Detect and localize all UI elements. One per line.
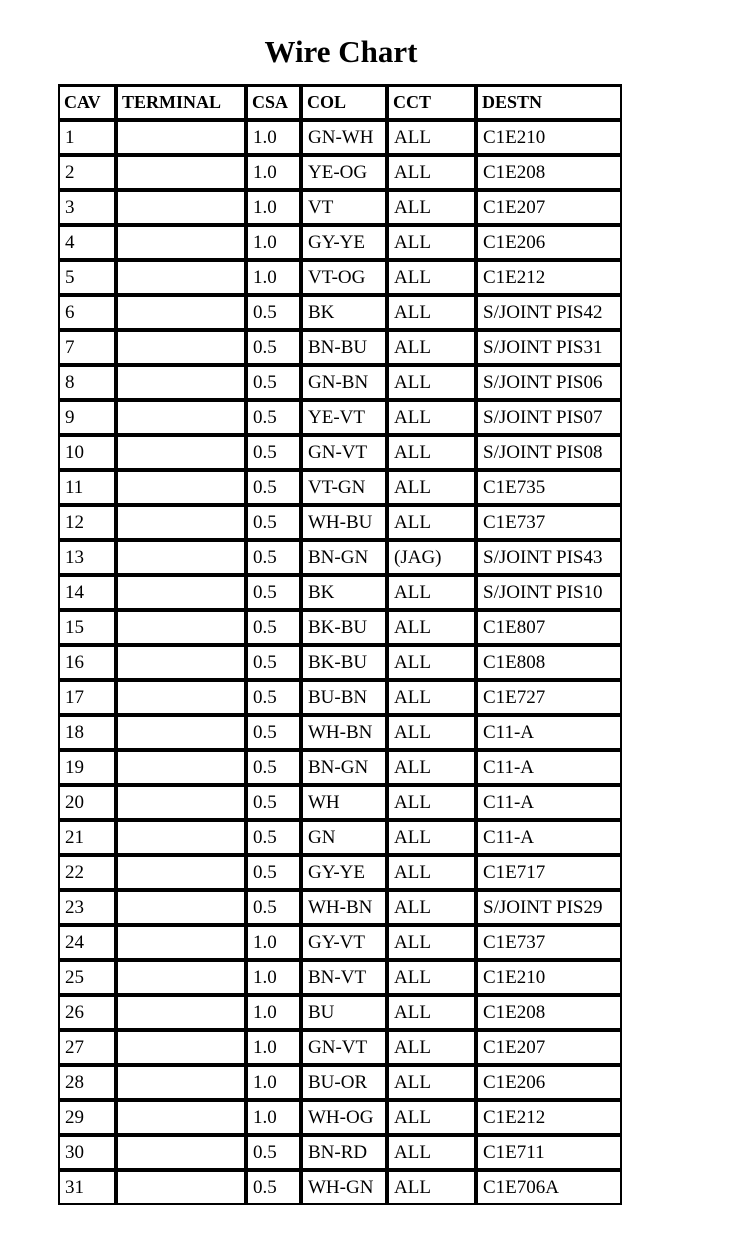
cell-terminal xyxy=(116,715,246,750)
table-row xyxy=(58,575,622,610)
cell-terminal xyxy=(116,505,246,540)
cell-terminal xyxy=(116,260,246,295)
cell-destn: C1E717 xyxy=(476,855,622,890)
cell-cav: 4 xyxy=(58,225,116,260)
cell-cct: ALL xyxy=(387,1170,476,1205)
cell-cct: ALL xyxy=(387,610,476,645)
cell-terminal xyxy=(116,190,246,225)
cell-csa: 1.0 xyxy=(246,120,301,155)
cell-destn: C11-A xyxy=(476,785,622,820)
table-row xyxy=(58,750,622,785)
cell-cct: ALL xyxy=(387,715,476,750)
header-cav: CAV xyxy=(58,84,116,120)
cell-destn: S/JOINT PIS08 xyxy=(476,435,622,470)
cell-destn: C1E207 xyxy=(476,1030,622,1065)
cell-col: WH-GN xyxy=(301,1170,387,1205)
cell-destn: C1E711 xyxy=(476,1135,622,1170)
cell-csa: 0.5 xyxy=(246,295,301,330)
table-row xyxy=(58,785,622,820)
cell-cav: 22 xyxy=(58,855,116,890)
cell-csa: 0.5 xyxy=(246,715,301,750)
cell-terminal xyxy=(116,575,246,610)
cell-csa: 1.0 xyxy=(246,995,301,1030)
table-row xyxy=(58,645,622,680)
cell-cav: 31 xyxy=(58,1170,116,1205)
cell-destn: S/JOINT PIS29 xyxy=(476,890,622,925)
cell-terminal xyxy=(116,365,246,400)
cell-csa: 1.0 xyxy=(246,1030,301,1065)
cell-cct: ALL xyxy=(387,995,476,1030)
cell-col: BU xyxy=(301,995,387,1030)
cell-col: WH-BU xyxy=(301,505,387,540)
cell-cct: (JAG) xyxy=(387,540,476,575)
cell-destn: C1E206 xyxy=(476,225,622,260)
cell-cav: 28 xyxy=(58,1065,116,1100)
cell-cav: 9 xyxy=(58,400,116,435)
cell-col: GN xyxy=(301,820,387,855)
cell-terminal xyxy=(116,855,246,890)
cell-cav: 18 xyxy=(58,715,116,750)
cell-cct: ALL xyxy=(387,225,476,260)
cell-cct: ALL xyxy=(387,890,476,925)
cell-cav: 29 xyxy=(58,1100,116,1135)
cell-csa: 1.0 xyxy=(246,190,301,225)
cell-cav: 20 xyxy=(58,785,116,820)
cell-csa: 0.5 xyxy=(246,610,301,645)
table-row xyxy=(58,1030,622,1065)
cell-cav: 23 xyxy=(58,890,116,925)
cell-terminal xyxy=(116,785,246,820)
cell-destn: C1E737 xyxy=(476,925,622,960)
cell-cct: ALL xyxy=(387,365,476,400)
cell-terminal xyxy=(116,540,246,575)
cell-terminal xyxy=(116,435,246,470)
cell-cav: 21 xyxy=(58,820,116,855)
table-row xyxy=(58,610,622,645)
cell-col: BU-BN xyxy=(301,680,387,715)
cell-destn: C1E207 xyxy=(476,190,622,225)
header-row xyxy=(58,84,622,120)
table-row xyxy=(58,680,622,715)
header-col: COL xyxy=(301,84,387,120)
cell-terminal xyxy=(116,295,246,330)
cell-col: GN-VT xyxy=(301,435,387,470)
cell-destn: C1E807 xyxy=(476,610,622,645)
table-row xyxy=(58,365,622,400)
cell-destn: C1E206 xyxy=(476,1065,622,1100)
cell-cct: ALL xyxy=(387,855,476,890)
cell-col: WH-BN xyxy=(301,715,387,750)
cell-terminal xyxy=(116,330,246,365)
cell-cav: 15 xyxy=(58,610,116,645)
table-row xyxy=(58,1170,622,1205)
cell-terminal xyxy=(116,750,246,785)
table-row xyxy=(58,925,622,960)
cell-col: GN-WH xyxy=(301,120,387,155)
cell-cav: 8 xyxy=(58,365,116,400)
table-row xyxy=(58,540,622,575)
cell-csa: 1.0 xyxy=(246,1065,301,1100)
cell-destn: S/JOINT PIS43 xyxy=(476,540,622,575)
cell-cav: 19 xyxy=(58,750,116,785)
header-csa: CSA xyxy=(246,84,301,120)
cell-destn: S/JOINT PIS06 xyxy=(476,365,622,400)
cell-col: GN-VT xyxy=(301,1030,387,1065)
cell-col: YE-VT xyxy=(301,400,387,435)
cell-cav: 14 xyxy=(58,575,116,610)
cell-col: GY-YE xyxy=(301,855,387,890)
cell-destn: C1E210 xyxy=(476,960,622,995)
table-row xyxy=(58,855,622,890)
cell-terminal xyxy=(116,610,246,645)
cell-col: WH xyxy=(301,785,387,820)
header-cct: CCT xyxy=(387,84,476,120)
cell-cct: ALL xyxy=(387,575,476,610)
cell-csa: 0.5 xyxy=(246,470,301,505)
cell-terminal xyxy=(116,155,246,190)
header-terminal: TERMINAL xyxy=(116,84,246,120)
cell-cav: 17 xyxy=(58,680,116,715)
cell-destn: C1E210 xyxy=(476,120,622,155)
cell-destn: C11-A xyxy=(476,820,622,855)
table-row xyxy=(58,260,622,295)
cell-destn: C1E737 xyxy=(476,505,622,540)
cell-csa: 1.0 xyxy=(246,960,301,995)
table-row xyxy=(58,890,622,925)
cell-cav: 2 xyxy=(58,155,116,190)
cell-cav: 5 xyxy=(58,260,116,295)
cell-csa: 0.5 xyxy=(246,855,301,890)
cell-csa: 0.5 xyxy=(246,1135,301,1170)
cell-terminal xyxy=(116,960,246,995)
cell-cav: 3 xyxy=(58,190,116,225)
cell-cav: 12 xyxy=(58,505,116,540)
cell-terminal xyxy=(116,925,246,960)
cell-cct: ALL xyxy=(387,260,476,295)
wire-chart-sheet xyxy=(58,84,622,1236)
cell-col: BN-GN xyxy=(301,750,387,785)
cell-terminal xyxy=(116,1135,246,1170)
cell-destn: C1E706A xyxy=(476,1170,622,1205)
cell-col: WH-BN xyxy=(301,890,387,925)
cell-col: BN-GN xyxy=(301,540,387,575)
cell-destn: C11-A xyxy=(476,715,622,750)
cell-col: GY-VT xyxy=(301,925,387,960)
table-row xyxy=(58,960,622,995)
cell-col: BK xyxy=(301,575,387,610)
cell-terminal xyxy=(116,1030,246,1065)
table-row xyxy=(58,295,622,330)
cell-destn: S/JOINT PIS10 xyxy=(476,575,622,610)
cell-terminal xyxy=(116,890,246,925)
table-row xyxy=(58,120,622,155)
cell-destn: C1E727 xyxy=(476,680,622,715)
cell-cct: ALL xyxy=(387,960,476,995)
table-header xyxy=(58,84,622,120)
cell-cct: ALL xyxy=(387,190,476,225)
cell-cct: ALL xyxy=(387,435,476,470)
cell-csa: 0.5 xyxy=(246,575,301,610)
cell-col: BN-BU xyxy=(301,330,387,365)
cell-csa: 0.5 xyxy=(246,540,301,575)
cell-destn: C1E208 xyxy=(476,995,622,1030)
table-row xyxy=(58,1065,622,1100)
cell-cct: ALL xyxy=(387,750,476,785)
cell-cct: ALL xyxy=(387,1135,476,1170)
cell-cav: 11 xyxy=(58,470,116,505)
cell-csa: 0.5 xyxy=(246,400,301,435)
cell-col: YE-OG xyxy=(301,155,387,190)
cell-cav: 1 xyxy=(58,120,116,155)
cell-destn: C1E735 xyxy=(476,470,622,505)
table-row xyxy=(58,155,622,190)
cell-col: VT-OG xyxy=(301,260,387,295)
cell-col: BU-OR xyxy=(301,1065,387,1100)
table-row xyxy=(58,1100,622,1135)
cell-csa: 0.5 xyxy=(246,330,301,365)
cell-col: VT xyxy=(301,190,387,225)
cell-terminal xyxy=(116,400,246,435)
table-row xyxy=(58,1135,622,1170)
table-body xyxy=(58,120,622,1205)
cell-cct: ALL xyxy=(387,925,476,960)
cell-terminal xyxy=(116,820,246,855)
cell-destn: S/JOINT PIS42 xyxy=(476,295,622,330)
cell-col: BK-BU xyxy=(301,610,387,645)
cell-col: VT-GN xyxy=(301,470,387,505)
cell-cct: ALL xyxy=(387,820,476,855)
table-row xyxy=(58,225,622,260)
cell-cct: ALL xyxy=(387,785,476,820)
cell-csa: 0.5 xyxy=(246,365,301,400)
header-destn: DESTN xyxy=(476,84,622,120)
cell-col: WH-OG xyxy=(301,1100,387,1135)
cell-col: BN-RD xyxy=(301,1135,387,1170)
cell-terminal xyxy=(116,1065,246,1100)
cell-terminal xyxy=(116,1170,246,1205)
table-row xyxy=(58,435,622,470)
cell-csa: 0.5 xyxy=(246,680,301,715)
cell-destn: C1E208 xyxy=(476,155,622,190)
cell-cav: 10 xyxy=(58,435,116,470)
cell-cct: ALL xyxy=(387,120,476,155)
cell-cct: ALL xyxy=(387,505,476,540)
cell-csa: 0.5 xyxy=(246,750,301,785)
cell-cav: 13 xyxy=(58,540,116,575)
cell-col: GN-BN xyxy=(301,365,387,400)
table-row xyxy=(58,470,622,505)
cell-destn: C11-A xyxy=(476,750,622,785)
cell-destn: C1E808 xyxy=(476,645,622,680)
cell-col: GY-YE xyxy=(301,225,387,260)
cell-csa: 1.0 xyxy=(246,925,301,960)
table-row xyxy=(58,820,622,855)
table-row xyxy=(58,190,622,225)
cell-terminal xyxy=(116,225,246,260)
cell-cct: ALL xyxy=(387,470,476,505)
wire-chart-table xyxy=(58,84,622,1205)
cell-csa: 0.5 xyxy=(246,435,301,470)
cell-cav: 26 xyxy=(58,995,116,1030)
cell-cct: ALL xyxy=(387,1065,476,1100)
page-title: Wire Chart xyxy=(264,34,418,69)
cell-cct: ALL xyxy=(387,645,476,680)
table-row xyxy=(58,330,622,365)
cell-cav: 27 xyxy=(58,1030,116,1065)
cell-terminal xyxy=(116,120,246,155)
cell-csa: 0.5 xyxy=(246,820,301,855)
cell-csa: 0.5 xyxy=(246,645,301,680)
cell-cct: ALL xyxy=(387,680,476,715)
cell-csa: 0.5 xyxy=(246,1170,301,1205)
cell-cct: ALL xyxy=(387,295,476,330)
table-row xyxy=(58,505,622,540)
cell-col: BN-VT xyxy=(301,960,387,995)
cell-destn: C1E212 xyxy=(476,260,622,295)
cell-csa: 0.5 xyxy=(246,505,301,540)
cell-cct: ALL xyxy=(387,155,476,190)
cell-cct: ALL xyxy=(387,1100,476,1135)
cell-cav: 25 xyxy=(58,960,116,995)
cell-terminal xyxy=(116,680,246,715)
cell-col: BK-BU xyxy=(301,645,387,680)
cell-cav: 24 xyxy=(58,925,116,960)
table-row xyxy=(58,715,622,750)
cell-destn: S/JOINT PIS07 xyxy=(476,400,622,435)
cell-csa: 0.5 xyxy=(246,785,301,820)
table-row xyxy=(58,995,622,1030)
cell-cav: 16 xyxy=(58,645,116,680)
cell-csa: 1.0 xyxy=(246,155,301,190)
table-row xyxy=(58,400,622,435)
cell-terminal xyxy=(116,645,246,680)
cell-cct: ALL xyxy=(387,1030,476,1065)
cell-csa: 1.0 xyxy=(246,225,301,260)
cell-destn: C1E212 xyxy=(476,1100,622,1135)
cell-cav: 7 xyxy=(58,330,116,365)
cell-terminal xyxy=(116,995,246,1030)
cell-cct: ALL xyxy=(387,400,476,435)
cell-csa: 1.0 xyxy=(246,260,301,295)
cell-csa: 0.5 xyxy=(246,890,301,925)
cell-terminal xyxy=(116,470,246,505)
cell-cav: 6 xyxy=(58,295,116,330)
cell-terminal xyxy=(116,1100,246,1135)
cell-csa: 1.0 xyxy=(246,1100,301,1135)
cell-cav: 30 xyxy=(58,1135,116,1170)
cell-cct: ALL xyxy=(387,330,476,365)
cell-col: BK xyxy=(301,295,387,330)
cell-destn: S/JOINT PIS31 xyxy=(476,330,622,365)
